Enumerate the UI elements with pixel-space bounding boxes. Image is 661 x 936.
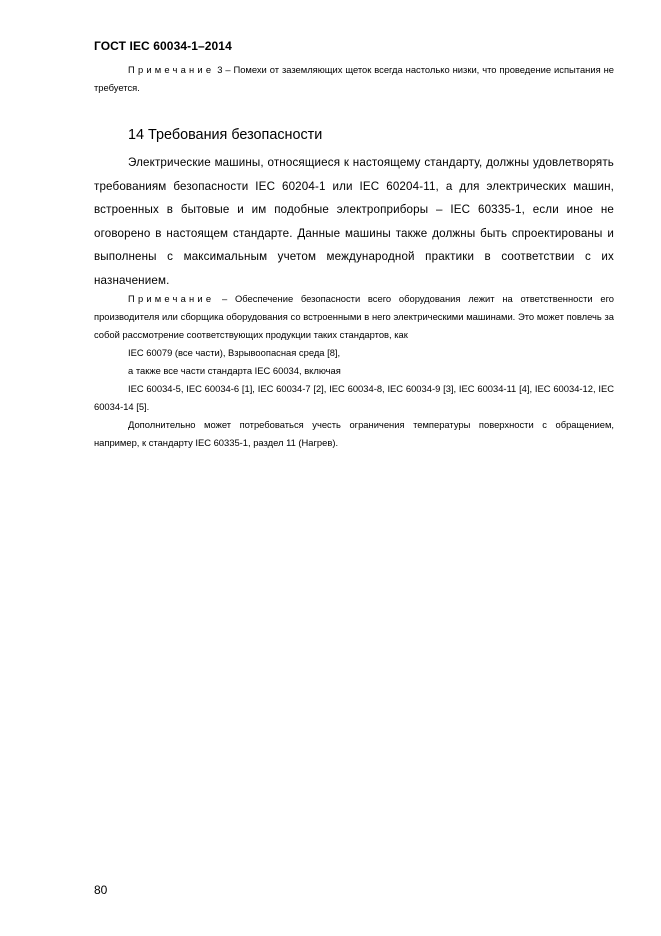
page-number: 80	[94, 883, 108, 897]
note-text: – Обеспечение безопасности всего оборудования лежит на ответственности его производителя или сборщика оборудования со встроенными в него электрическими машинами. Это может повлечь за собой рассмотрение соответствующих продукции таких стандартов, как	[94, 293, 614, 340]
note-item-iec60034-list: IEC 60034-5, IEC 60034-6 [1], IEC 60034-7 [2], IEC 60034-8, IEC 60034-9 [3], IEC 60034-11 [4], IEC 60034-12, IEC 60034-14 [5].	[94, 383, 614, 412]
note-3	[94, 61, 614, 97]
note-additional: Дополнительно может потребоваться учесть ограничения температуры поверхности с обращением, например, к стандарту IEC 60335-1, раздел 11 (Нагрев).	[94, 419, 614, 448]
note-item-iec60034-all: а также все части стандарта IEC 60034, включая	[128, 365, 341, 376]
note-item-iec60079: IEC 60079 (все части), Взрывоопасная среда [8],	[128, 347, 341, 358]
note-label: Примечание	[128, 293, 215, 304]
standard-code-header: ГОСТ IEC 60034-1–2014	[94, 39, 232, 53]
note-3-label: Примечание	[128, 64, 215, 75]
note-safety	[94, 290, 614, 452]
main-paragraph-text: Электрические машины, относящиеся к настоящему стандарту, должны удовлетворять требованиям безопасности IEC 60204-1 или IEC 60204-11, а для электрических машин, встроенных в бытовые и им подобные электроприборы – IEC 60335-1, если иное не оговорено в настоящем стандарте. Данные машины также должны быть спроектированы и выполнены с максимальным учетом международной практики в соответствии с их назначением.	[94, 156, 614, 287]
note-3-text: 3 – Помехи от заземляющих щеток всегда настолько низки, что проведение испытания не требуется.	[94, 64, 614, 93]
section-title: 14 Требования безопасности	[128, 127, 323, 143]
main-paragraph	[94, 151, 614, 292]
